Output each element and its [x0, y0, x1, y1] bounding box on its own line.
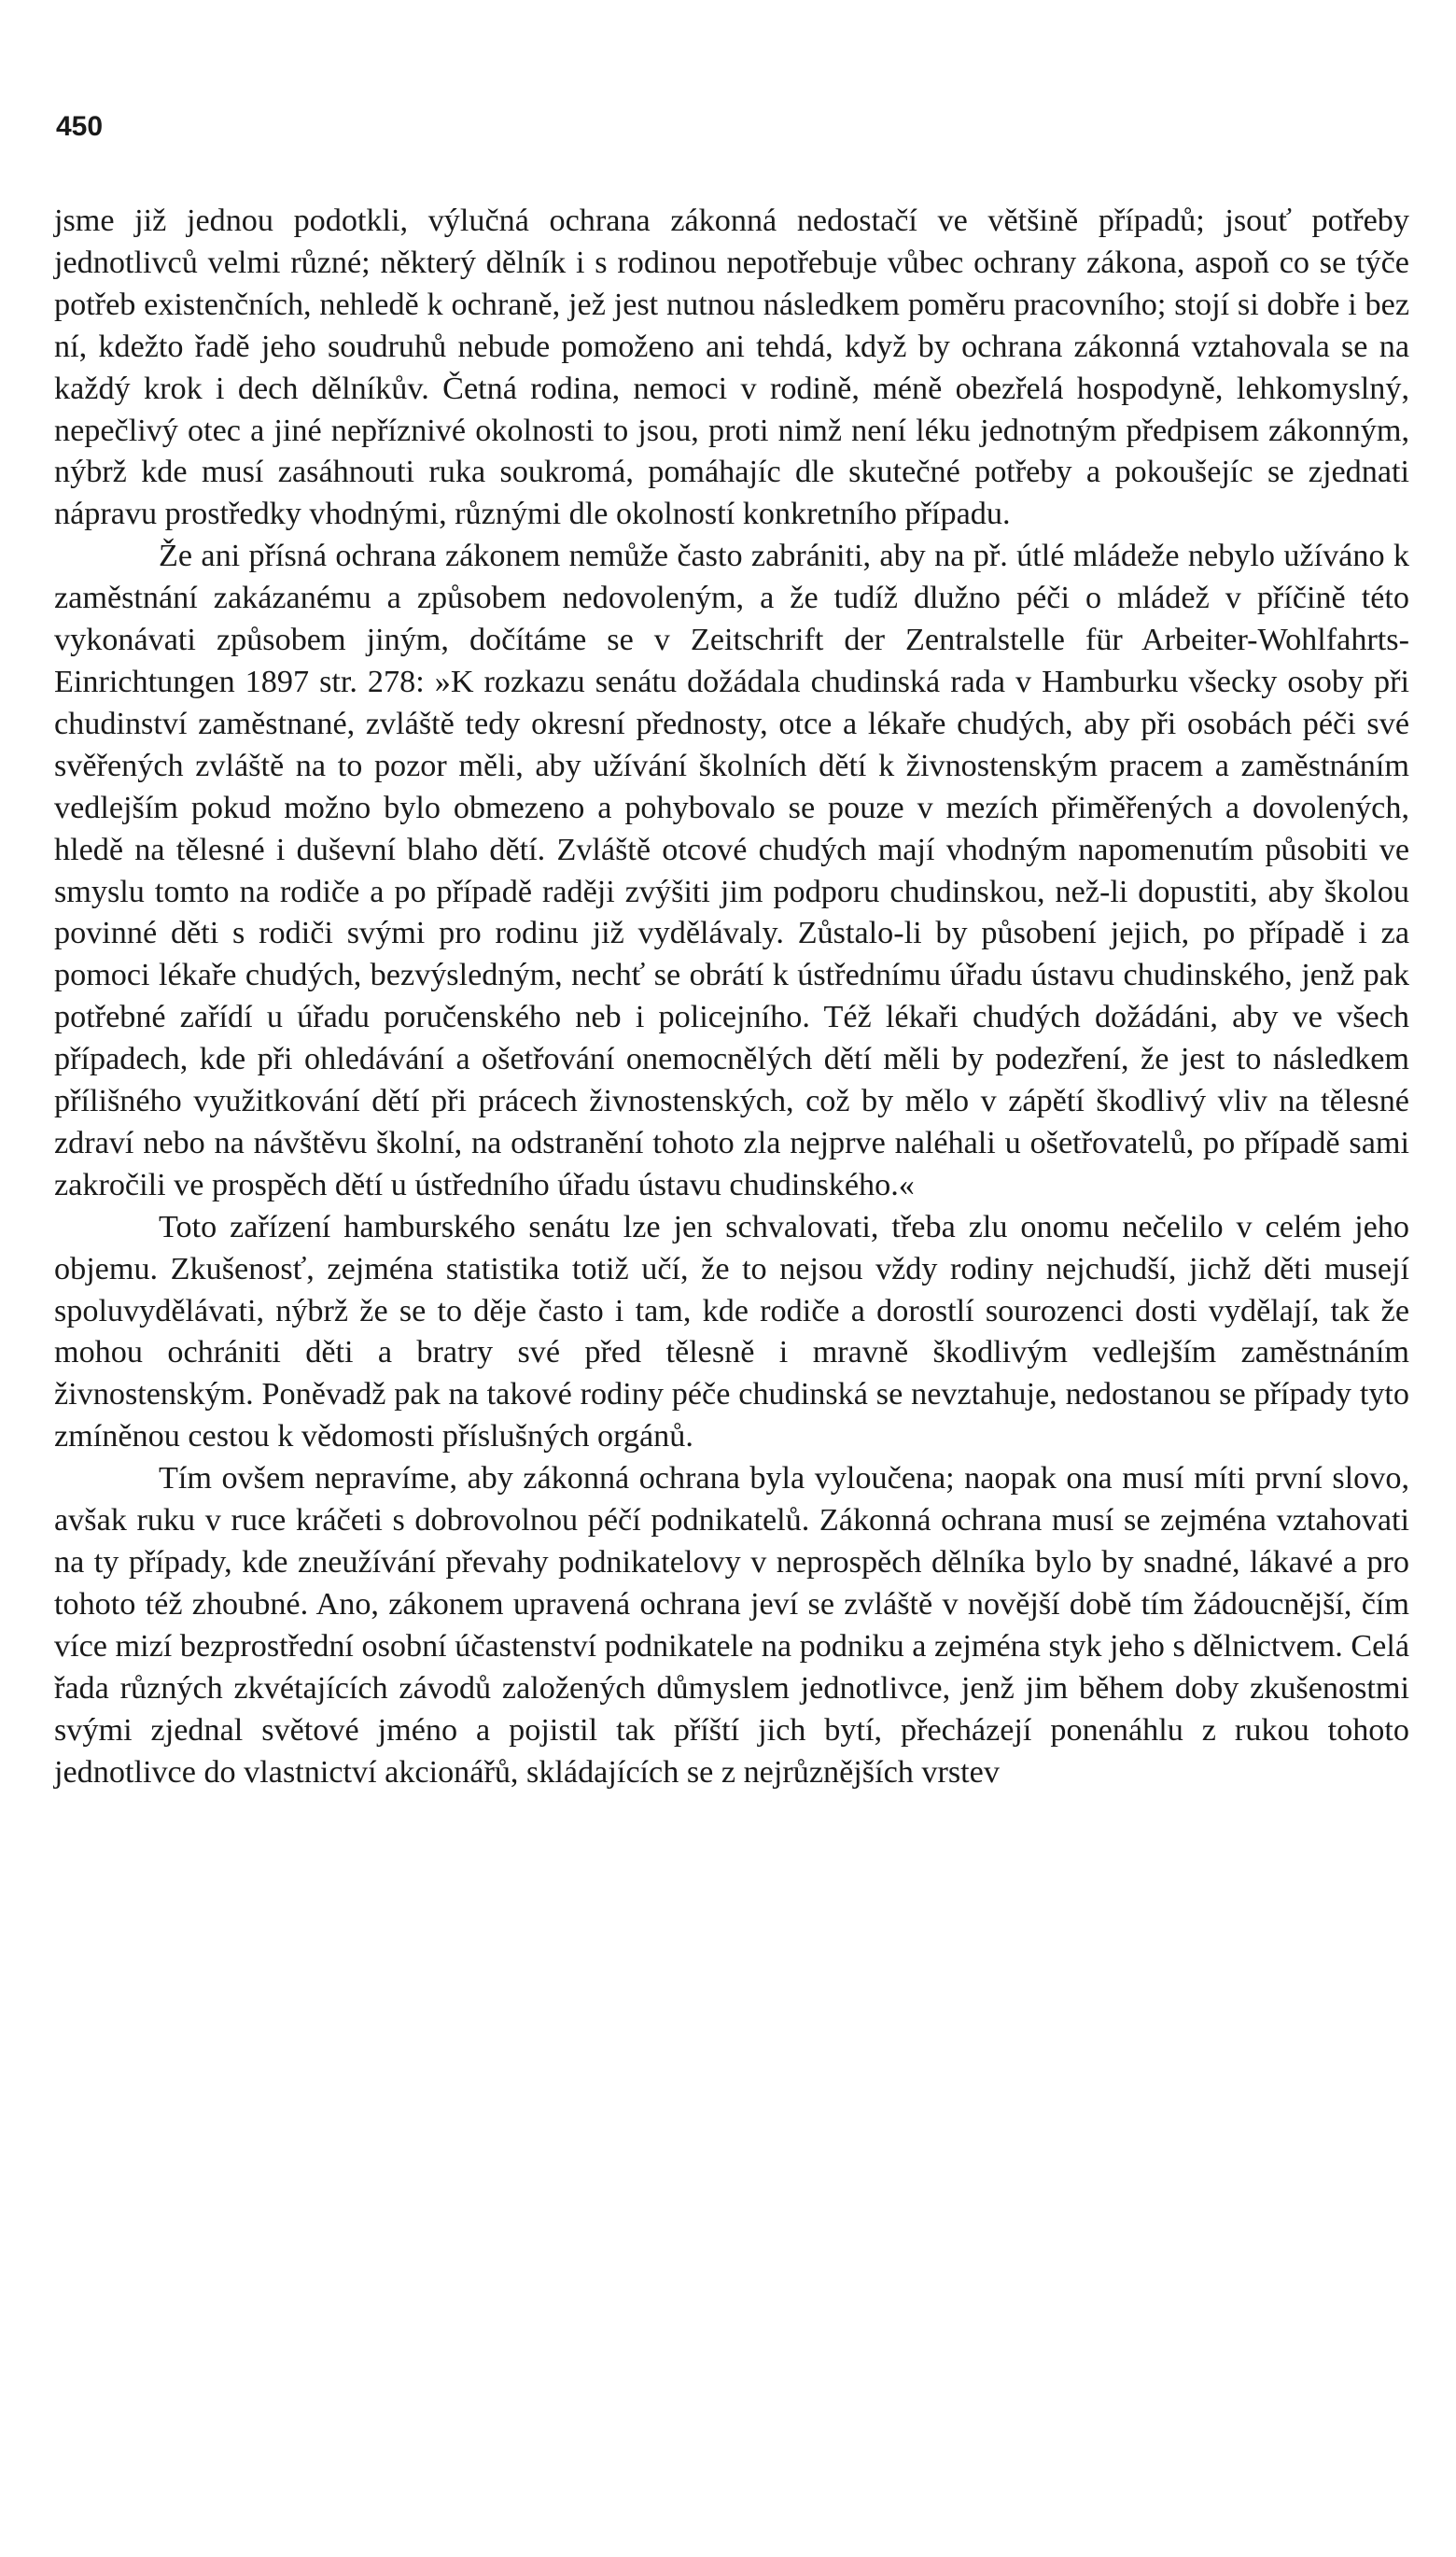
- body-text: [54, 201, 1409, 1793]
- paragraph-continuation: jsme již jednou podotkli, výlučná ochrana zákonná nedostačí ve většině případů; jsouť potřeby jednotlivců velmi různé; některý dělník i s rodinou nepotřebuje vůbec ochrany zákona, aspoň co se týče potřeb existenčních, nehledě k ochraně, jež jest nutnou následkem poměru pracovního; stojí si dobře i bez ní, kdežto řadě jeho soudruhů nebude pomoženo ani tehdá, když by ochrana zákonná vztahovala se na každý krok i dech dělníkův. Četná rodina, nemoci v rodině, méně obezřelá hospodyně, lehkomyslný, nepečlivý otec a jiné nepříznivé okolnosti to jsou, proti nimž není léku jednotným předpisem zákonným, nýbrž kde musí zasáhnouti ruka soukromá, pomáhajíc dle skutečné potřeby a pokoušejíc se zjednati nápravu prostředky vhodnými, různými dle okolností konkretního případu.: [54, 204, 1409, 532]
- paragraph-hamburg-quote: Že ani přísná ochrana zákonem nemůže často zabrániti, aby na př. útlé mládeže nebylo užíváno k zaměstnání zakázanému a způsobem nedovoleným, a že tudíž dlužno péči o mládež v příčině této vykonávati způsobem jiným, dočítáme se v Zeitschrift der Zentralstelle für Arbeiter-Wohlfahrts-Einrichtungen 1897 str. 278: »K rozkazu senátu dožádala chudinská rada v Hamburku všecky osoby při chudinství zaměstnané, zvláště tedy okresní přednosty, otce a lékaře chudých, aby při osobách péči své svěřených zvláště na to pozor měli, aby užívání školních dětí k živnostenským pracem a zaměstnáním vedlejším pokud možno bylo obmezeno a pohybovalo se pouze v mezích přiměřených a dovolených, hledě na tělesné i duševní blaho dětí. Zvláště otcové chudých mají vhodným napomenutím působiti ve smyslu tomto na rodiče a po případě raději zvýšiti jim podporu chudinskou, než-li dopustiti, aby školou povinné děti s rodiči svými pro rodinu již vydělávaly. Zůstalo-li by působení jejich, po případě i za pomoci lékaře chudých, bezvýsledným, nechť se obrátí k ústřednímu úřadu ústavu chudinského, jenž pak potřebné zařídí u úřadu poručenského neb i policejního. Též lékaři chudých dožádáni, aby ve všech případech, kde při ohledávání a ošetřování onemocnělých dětí měli by podezření, že jest to následkem přílišného využitkování dětí při prácech živnostenských, což by mělo v zápětí škodlivý vliv na tělesné zdraví nebo na návštěvu školní, na odstranění tohoto zla nejprve naléhali u ošetřovatelů, po případě sami zakročili ve prospěch dětí u ústředního úřadu ústavu chudinského.«: [54, 539, 1409, 1202]
- paragraph-senate-assessment: Toto zařízení hamburského senátu lze jen schvalovati, třeba zlu onomu nečelilo v celém jeho objemu. Zkušenosť, zejména statistika totiž učí, že to nejsou vždy rodiny nejchudší, jichž děti musejí spoluvydělávati, nýbrž že se to děje často i tam, kde rodiče a dorostlí sourozenci dosti vydělají, tak že mohou ochrániti děti a bratry své před tělesně i mravně škodlivým vedlejším zaměstnáním živnostenským. Poněvadž pak na takové rodiny péče chudinská se nevztahuje, nedostanou se případy tyto zmíněnou cestou k vědomosti příslušných orgánů.: [54, 1209, 1409, 1454]
- page-number: 450: [56, 111, 104, 142]
- paragraph-legal-protection: Tím ovšem nepravíme, aby zákonná ochrana byla vyloučena; naopak ona musí míti první slovo, avšak ruku v ruce kráčeti s dobrovolnou péčí podnikatelů. Zákonná ochrana musí se zejména vztahovati na ty případy, kde zneužívání převahy podnikatelovy v neprospěch dělníka bylo by snadné, lákavé a pro tohoto též zhoubné. Ano, zákonem upravená ochrana jeví se zvláště v novější době tím žádoucnější, čím více mizí bezprostřední osobní účastenství podnikatele na podniku a zejména styk jeho s dělnictvem. Celá řada různých zkvétajících závodů založených důmyslem jednotlivce, jenž jim během doby zkušenostmi svými zjednal světové jméno a pojistil tak příští jich bytí, přecházejí ponenáhlu z rukou tohoto jednotlivce do vlastnictví akcionářů, skládajících se z nejrůznějších vrstev: [54, 1461, 1409, 1790]
